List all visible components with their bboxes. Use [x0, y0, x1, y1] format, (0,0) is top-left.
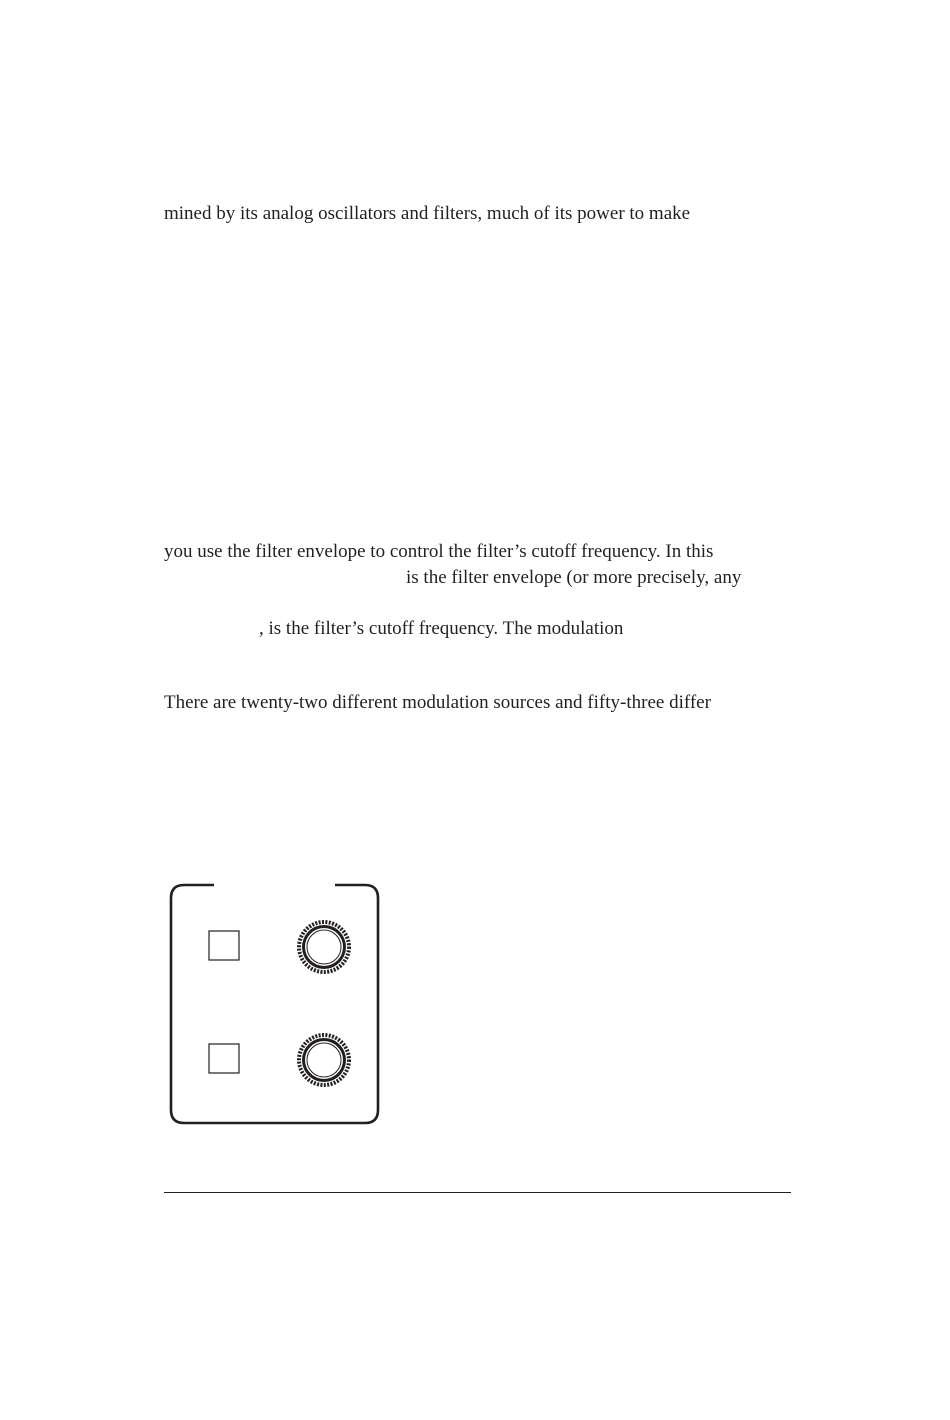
control-panel-diagram	[164, 878, 386, 1130]
square-button-icon	[209, 931, 239, 960]
square-button-icon	[209, 1044, 239, 1073]
panel-outline	[171, 885, 378, 1123]
body-text-line: you use the filter envelope to control the filter’s cutoff frequency. In this	[164, 541, 714, 562]
body-text-line: , is the filter’s cutoff frequency. The modulation	[259, 618, 624, 639]
knob-icon	[299, 922, 349, 972]
knob-icon	[299, 1035, 349, 1085]
body-text-line: mined by its analog oscillators and filters, much of its power to make	[164, 203, 691, 224]
body-text-line: is the filter envelope (or more precisely, any	[406, 567, 742, 588]
footer-rule	[164, 1192, 791, 1193]
body-text-line: There are twenty-two different modulation sources and fifty-three differ	[164, 692, 711, 713]
